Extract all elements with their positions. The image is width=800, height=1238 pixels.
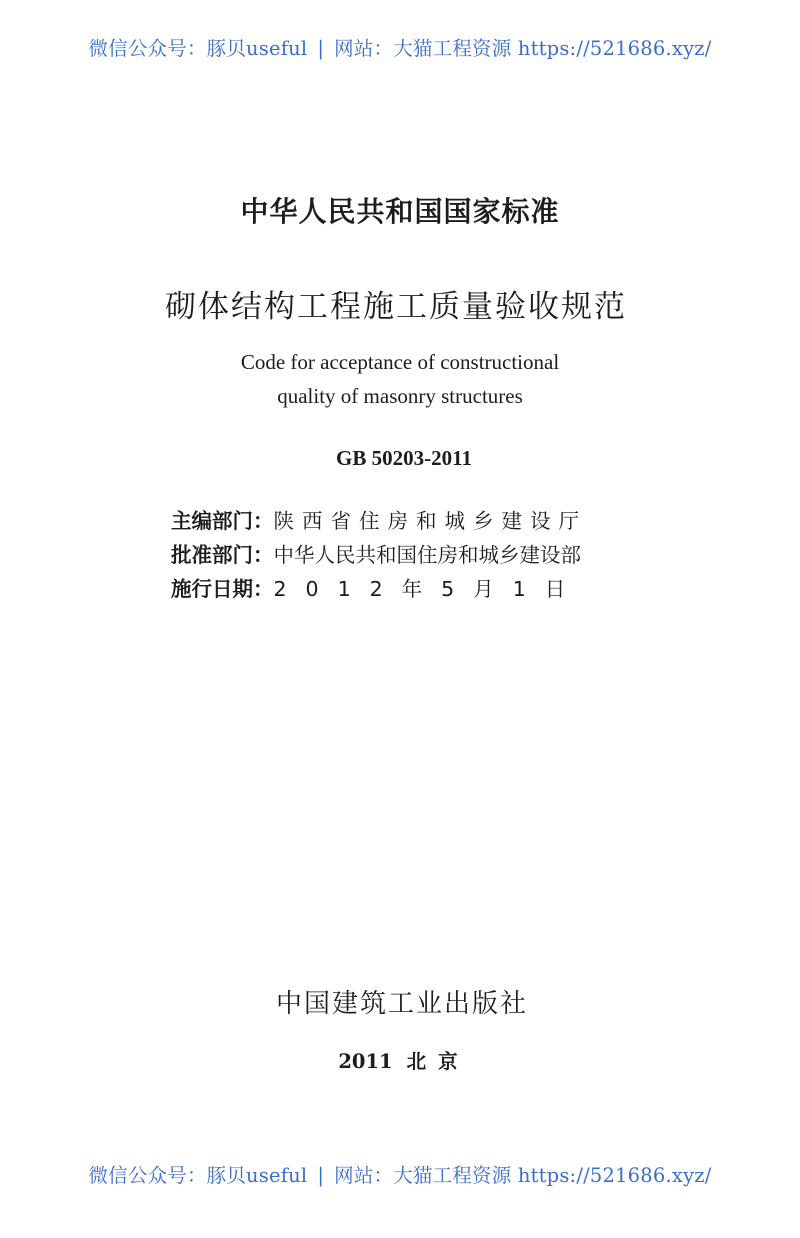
standard-label: 中华人民共和国国家标准 (240, 195, 560, 228)
title-chinese: 砌体结构工程施工质量验收规范 (165, 289, 627, 325)
approval-department-row (171, 538, 581, 568)
effective-date-value: 2012年5月1日 (273, 577, 585, 601)
watermark-separator: | (317, 37, 325, 60)
watermark-bottom (0, 1160, 800, 1188)
watermark-right-text: 网站：大猫工程资源 https://521686.xyz/ (334, 37, 712, 60)
watermark-right-text: 网站：大猫工程资源 https://521686.xyz/ (334, 1164, 712, 1187)
publication-place-year (4, 1046, 800, 1074)
publication-year: 2011 (338, 1050, 393, 1073)
editor-department-label: 主编部门： (171, 509, 274, 533)
effective-date-label: 施行日期： (171, 577, 274, 601)
watermark-left-text: 微信公众号：豚贝useful (88, 1164, 308, 1187)
approval-department-value: 中华人民共和国住房和城乡建设部 (273, 543, 581, 567)
title-english-line1: Code for acceptance of constructional (240, 350, 560, 374)
publication-city: 北京 (406, 1050, 470, 1073)
approval-department-label: 批准部门： (171, 543, 274, 567)
editor-department-value: 陕西省住房和城乡建设厅 (273, 509, 587, 533)
editor-department-row (171, 504, 587, 534)
publisher-name: 中国建筑工业出版社 (275, 989, 528, 1019)
watermark-top (0, 33, 800, 61)
title-english (0, 345, 800, 413)
title-english-line2: quality of masonry structures (277, 384, 523, 408)
watermark-separator: | (317, 1164, 325, 1187)
effective-date-row (171, 572, 584, 602)
watermark-left-text: 微信公众号：豚贝useful (88, 37, 308, 60)
standard-code-number: GB 50203-2011 (336, 446, 472, 470)
